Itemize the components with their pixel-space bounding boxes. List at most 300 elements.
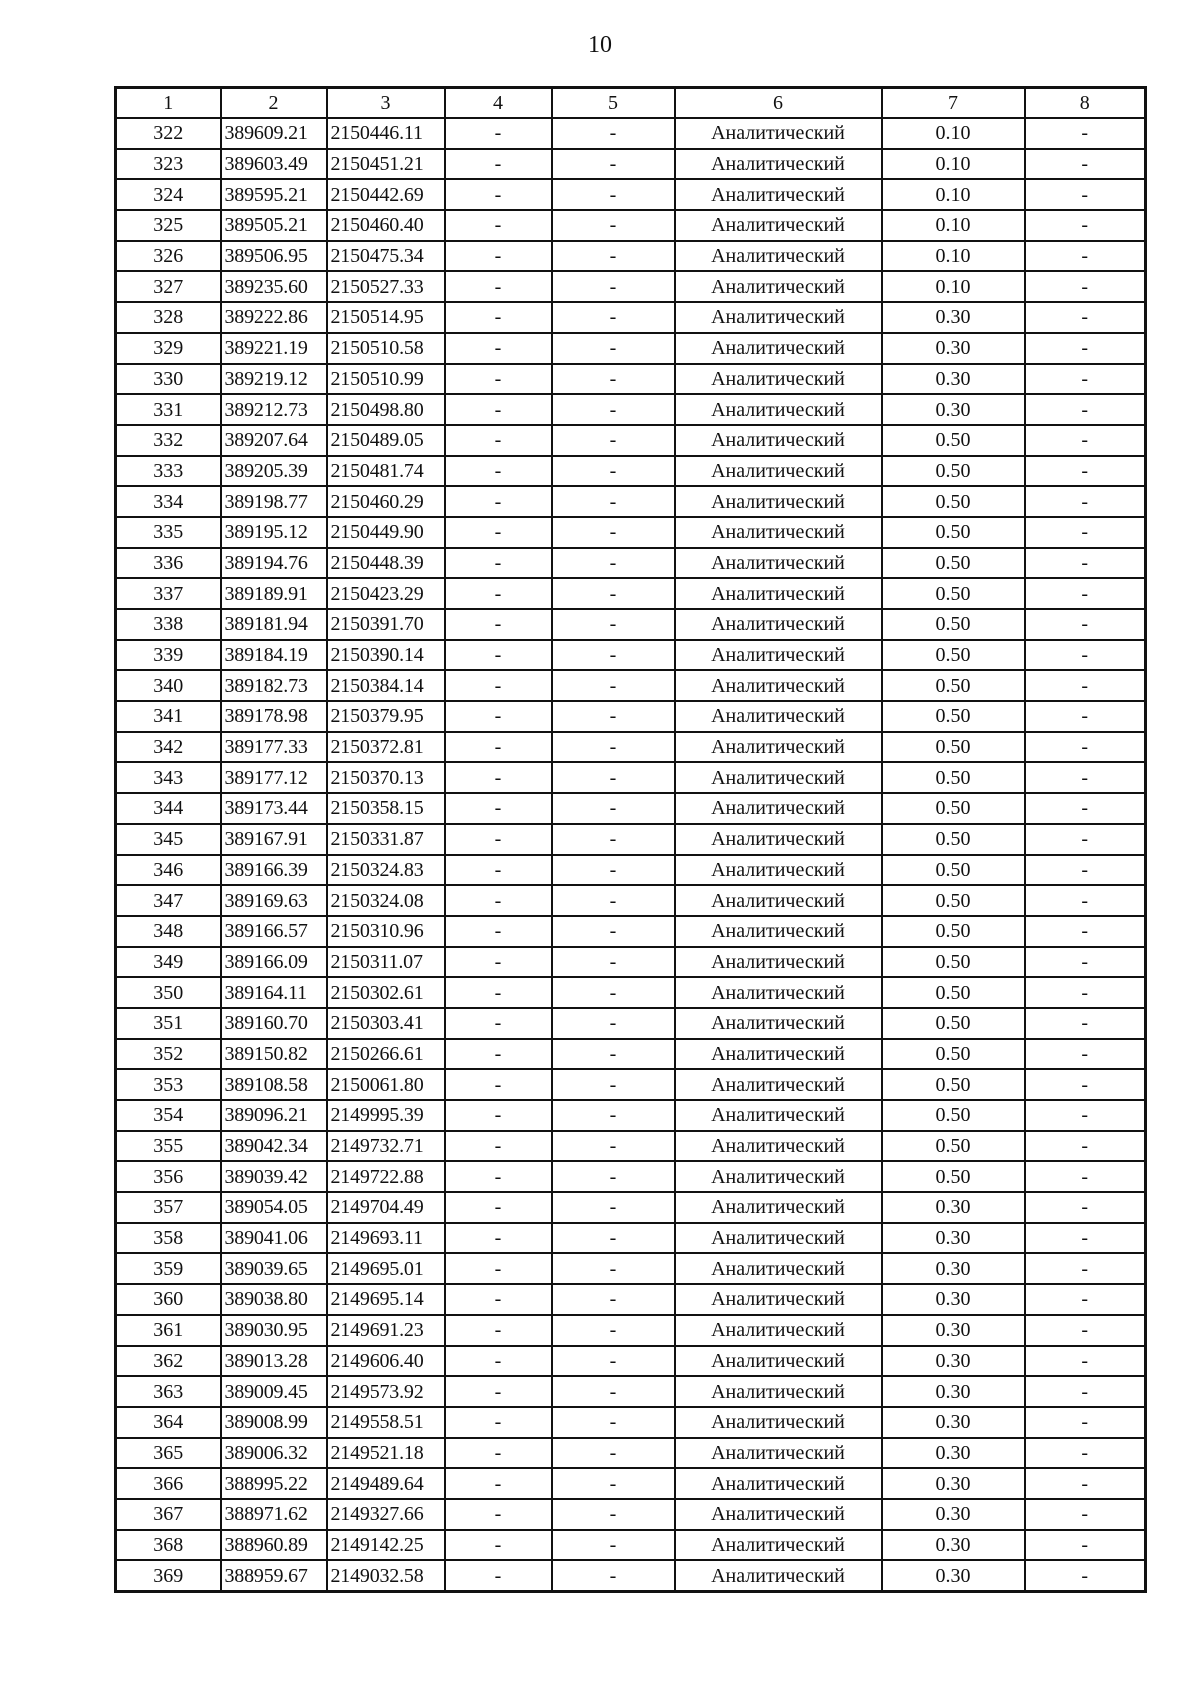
table-row <box>116 578 1146 609</box>
method-cell: Аналитический <box>675 241 882 272</box>
point-number-cell: 355 <box>116 1131 221 1162</box>
y-coordinate-cell: 2149722.88 <box>327 1161 445 1192</box>
point-number-cell: 365 <box>116 1438 221 1469</box>
col5-cell: - <box>552 1407 675 1438</box>
col5-cell: - <box>552 1346 675 1377</box>
accuracy-cell: 0.30 <box>882 1499 1025 1530</box>
y-coordinate-cell: 2150460.40 <box>327 210 445 241</box>
col8-cell: - <box>1025 1008 1146 1039</box>
accuracy-cell: 0.30 <box>882 1560 1025 1591</box>
point-number-cell: 338 <box>116 609 221 640</box>
col8-cell: - <box>1025 977 1146 1008</box>
col8-cell: - <box>1025 548 1146 579</box>
y-coordinate-cell: 2150489.05 <box>327 425 445 456</box>
y-coordinate-cell: 2149693.11 <box>327 1223 445 1254</box>
col5-cell: - <box>552 302 675 333</box>
accuracy-cell: 0.50 <box>882 885 1025 916</box>
y-coordinate-cell: 2150498.80 <box>327 394 445 425</box>
x-coordinate-cell: 389038.80 <box>221 1284 327 1315</box>
table-body <box>116 118 1146 1592</box>
table-row <box>116 302 1146 333</box>
col8-cell: - <box>1025 149 1146 180</box>
accuracy-cell: 0.30 <box>882 1223 1025 1254</box>
x-coordinate-cell: 389042.34 <box>221 1131 327 1162</box>
x-coordinate-cell: 389173.44 <box>221 793 327 824</box>
point-number-cell: 367 <box>116 1499 221 1530</box>
col8-cell: - <box>1025 1161 1146 1192</box>
y-coordinate-cell: 2150061.80 <box>327 1069 445 1100</box>
col5-cell: - <box>552 762 675 793</box>
col8-cell: - <box>1025 517 1146 548</box>
x-coordinate-cell: 389167.91 <box>221 824 327 855</box>
col4-cell: - <box>445 977 552 1008</box>
x-coordinate-cell: 389595.21 <box>221 179 327 210</box>
x-coordinate-cell: 388960.89 <box>221 1530 327 1561</box>
y-coordinate-cell: 2150266.61 <box>327 1039 445 1070</box>
col8-cell: - <box>1025 732 1146 763</box>
col5-cell: - <box>552 179 675 210</box>
col8-cell: - <box>1025 394 1146 425</box>
method-cell: Аналитический <box>675 1253 882 1284</box>
y-coordinate-cell: 2150310.96 <box>327 916 445 947</box>
col5-cell: - <box>552 609 675 640</box>
col4-cell: - <box>445 1039 552 1070</box>
col8-cell: - <box>1025 1131 1146 1162</box>
col8-cell: - <box>1025 456 1146 487</box>
y-coordinate-cell: 2150370.13 <box>327 762 445 793</box>
col5-cell: - <box>552 855 675 886</box>
accuracy-cell: 0.30 <box>882 1346 1025 1377</box>
x-coordinate-cell: 389506.95 <box>221 241 327 272</box>
col5-cell: - <box>552 1131 675 1162</box>
y-coordinate-cell: 2150510.99 <box>327 364 445 395</box>
table-row <box>116 885 1146 916</box>
table-row <box>116 179 1146 210</box>
table-row <box>116 364 1146 395</box>
table-row <box>116 425 1146 456</box>
method-cell: Аналитический <box>675 855 882 886</box>
col4-cell: - <box>445 1192 552 1223</box>
col8-cell: - <box>1025 302 1146 333</box>
col4-cell: - <box>445 1069 552 1100</box>
col5-cell: - <box>552 271 675 302</box>
method-cell: Аналитический <box>675 1376 882 1407</box>
col8-cell: - <box>1025 947 1146 978</box>
point-number-cell: 361 <box>116 1315 221 1346</box>
col4-cell: - <box>445 1468 552 1499</box>
col8-cell: - <box>1025 1468 1146 1499</box>
table-row <box>116 855 1146 886</box>
col8-cell: - <box>1025 1069 1146 1100</box>
y-coordinate-cell: 2149521.18 <box>327 1438 445 1469</box>
method-cell: Аналитический <box>675 1346 882 1377</box>
col8-cell: - <box>1025 578 1146 609</box>
y-coordinate-cell: 2149573.92 <box>327 1376 445 1407</box>
y-coordinate-cell: 2150475.34 <box>327 241 445 272</box>
method-cell: Аналитический <box>675 1069 882 1100</box>
col4-cell: - <box>445 179 552 210</box>
y-coordinate-cell: 2150391.70 <box>327 609 445 640</box>
col8-cell: - <box>1025 1192 1146 1223</box>
x-coordinate-cell: 389194.76 <box>221 548 327 579</box>
col8-cell: - <box>1025 364 1146 395</box>
method-cell: Аналитический <box>675 302 882 333</box>
point-number-cell: 325 <box>116 210 221 241</box>
method-cell: Аналитический <box>675 271 882 302</box>
x-coordinate-cell: 389013.28 <box>221 1346 327 1377</box>
accuracy-cell: 0.50 <box>882 793 1025 824</box>
point-number-cell: 328 <box>116 302 221 333</box>
accuracy-cell: 0.30 <box>882 1376 1025 1407</box>
col4-cell: - <box>445 670 552 701</box>
x-coordinate-cell: 389222.86 <box>221 302 327 333</box>
accuracy-cell: 0.50 <box>882 762 1025 793</box>
method-cell: Аналитический <box>675 1192 882 1223</box>
col4-cell: - <box>445 149 552 180</box>
accuracy-cell: 0.50 <box>882 486 1025 517</box>
column-header-5: 5 <box>552 88 675 119</box>
x-coordinate-cell: 389041.06 <box>221 1223 327 1254</box>
method-cell: Аналитический <box>675 1131 882 1162</box>
point-number-cell: 330 <box>116 364 221 395</box>
point-number-cell: 332 <box>116 425 221 456</box>
col5-cell: - <box>552 394 675 425</box>
column-header-3: 3 <box>327 88 445 119</box>
accuracy-cell: 0.50 <box>882 425 1025 456</box>
accuracy-cell: 0.50 <box>882 701 1025 732</box>
col4-cell: - <box>445 1376 552 1407</box>
y-coordinate-cell: 2150379.95 <box>327 701 445 732</box>
col5-cell: - <box>552 701 675 732</box>
accuracy-cell: 0.10 <box>882 149 1025 180</box>
table-row <box>116 609 1146 640</box>
y-coordinate-cell: 2150446.11 <box>327 118 445 149</box>
column-header-1: 1 <box>116 88 221 119</box>
table-row <box>116 1284 1146 1315</box>
col4-cell: - <box>445 302 552 333</box>
col8-cell: - <box>1025 1253 1146 1284</box>
x-coordinate-cell: 389181.94 <box>221 609 327 640</box>
col8-cell: - <box>1025 793 1146 824</box>
col4-cell: - <box>445 118 552 149</box>
method-cell: Аналитический <box>675 701 882 732</box>
point-number-cell: 353 <box>116 1069 221 1100</box>
col5-cell: - <box>552 1468 675 1499</box>
method-cell: Аналитический <box>675 333 882 364</box>
method-cell: Аналитический <box>675 486 882 517</box>
accuracy-cell: 0.30 <box>882 1192 1025 1223</box>
x-coordinate-cell: 389164.11 <box>221 977 327 1008</box>
table-row <box>116 977 1146 1008</box>
col5-cell: - <box>552 1560 675 1591</box>
point-number-cell: 358 <box>116 1223 221 1254</box>
col4-cell: - <box>445 1253 552 1284</box>
table-row <box>116 1376 1146 1407</box>
accuracy-cell: 0.50 <box>882 1131 1025 1162</box>
point-number-cell: 357 <box>116 1192 221 1223</box>
col8-cell: - <box>1025 425 1146 456</box>
col5-cell: - <box>552 1008 675 1039</box>
column-header-4: 4 <box>445 88 552 119</box>
x-coordinate-cell: 389205.39 <box>221 456 327 487</box>
x-coordinate-cell: 389166.09 <box>221 947 327 978</box>
accuracy-cell: 0.50 <box>882 456 1025 487</box>
method-cell: Аналитический <box>675 394 882 425</box>
point-number-cell: 334 <box>116 486 221 517</box>
method-cell: Аналитический <box>675 1100 882 1131</box>
table-row <box>116 1315 1146 1346</box>
method-cell: Аналитический <box>675 1315 882 1346</box>
accuracy-cell: 0.50 <box>882 855 1025 886</box>
col4-cell: - <box>445 762 552 793</box>
method-cell: Аналитический <box>675 548 882 579</box>
method-cell: Аналитический <box>675 1560 882 1591</box>
point-number-cell: 360 <box>116 1284 221 1315</box>
col4-cell: - <box>445 517 552 548</box>
col8-cell: - <box>1025 609 1146 640</box>
method-cell: Аналитический <box>675 762 882 793</box>
x-coordinate-cell: 389603.49 <box>221 149 327 180</box>
col5-cell: - <box>552 578 675 609</box>
col8-cell: - <box>1025 855 1146 886</box>
y-coordinate-cell: 2150390.14 <box>327 640 445 671</box>
x-coordinate-cell: 389219.12 <box>221 364 327 395</box>
col8-cell: - <box>1025 118 1146 149</box>
accuracy-cell: 0.50 <box>882 916 1025 947</box>
col5-cell: - <box>552 456 675 487</box>
col5-cell: - <box>552 1253 675 1284</box>
col4-cell: - <box>445 1161 552 1192</box>
col4-cell: - <box>445 578 552 609</box>
table-row <box>116 210 1146 241</box>
col5-cell: - <box>552 1499 675 1530</box>
col4-cell: - <box>445 1346 552 1377</box>
table-row <box>116 793 1146 824</box>
y-coordinate-cell: 2150449.90 <box>327 517 445 548</box>
accuracy-cell: 0.30 <box>882 1315 1025 1346</box>
table-row <box>116 241 1146 272</box>
x-coordinate-cell: 389609.21 <box>221 118 327 149</box>
col4-cell: - <box>445 1560 552 1591</box>
accuracy-cell: 0.30 <box>882 333 1025 364</box>
method-cell: Аналитический <box>675 118 882 149</box>
method-cell: Аналитический <box>675 885 882 916</box>
y-coordinate-cell: 2150384.14 <box>327 670 445 701</box>
col8-cell: - <box>1025 1284 1146 1315</box>
x-coordinate-cell: 389182.73 <box>221 670 327 701</box>
point-number-cell: 333 <box>116 456 221 487</box>
accuracy-cell: 0.30 <box>882 1284 1025 1315</box>
col5-cell: - <box>552 1376 675 1407</box>
point-number-cell: 347 <box>116 885 221 916</box>
point-number-cell: 322 <box>116 118 221 149</box>
x-coordinate-cell: 389166.39 <box>221 855 327 886</box>
col5-cell: - <box>552 824 675 855</box>
table-row <box>116 1100 1146 1131</box>
x-coordinate-cell: 389198.77 <box>221 486 327 517</box>
accuracy-cell: 0.50 <box>882 517 1025 548</box>
x-coordinate-cell: 388971.62 <box>221 1499 327 1530</box>
point-number-cell: 324 <box>116 179 221 210</box>
accuracy-cell: 0.30 <box>882 394 1025 425</box>
x-coordinate-cell: 389008.99 <box>221 1407 327 1438</box>
point-number-cell: 342 <box>116 732 221 763</box>
y-coordinate-cell: 2150451.21 <box>327 149 445 180</box>
accuracy-cell: 0.30 <box>882 1253 1025 1284</box>
accuracy-cell: 0.30 <box>882 302 1025 333</box>
x-coordinate-cell: 389178.98 <box>221 701 327 732</box>
col4-cell: - <box>445 1100 552 1131</box>
method-cell: Аналитический <box>675 1407 882 1438</box>
method-cell: Аналитический <box>675 210 882 241</box>
point-number-cell: 349 <box>116 947 221 978</box>
col5-cell: - <box>552 241 675 272</box>
method-cell: Аналитический <box>675 1223 882 1254</box>
y-coordinate-cell: 2149695.14 <box>327 1284 445 1315</box>
x-coordinate-cell: 389221.19 <box>221 333 327 364</box>
table-row <box>116 517 1146 548</box>
accuracy-cell: 0.50 <box>882 640 1025 671</box>
col4-cell: - <box>445 824 552 855</box>
col8-cell: - <box>1025 486 1146 517</box>
col5-cell: - <box>552 885 675 916</box>
x-coordinate-cell: 389189.91 <box>221 578 327 609</box>
point-number-cell: 364 <box>116 1407 221 1438</box>
y-coordinate-cell: 2149995.39 <box>327 1100 445 1131</box>
col5-cell: - <box>552 1192 675 1223</box>
accuracy-cell: 0.30 <box>882 1438 1025 1469</box>
col4-cell: - <box>445 1530 552 1561</box>
y-coordinate-cell: 2150372.81 <box>327 732 445 763</box>
col4-cell: - <box>445 1499 552 1530</box>
accuracy-cell: 0.50 <box>882 1008 1025 1039</box>
point-number-cell: 323 <box>116 149 221 180</box>
x-coordinate-cell: 389150.82 <box>221 1039 327 1070</box>
col4-cell: - <box>445 241 552 272</box>
table-row <box>116 1530 1146 1561</box>
col4-cell: - <box>445 1407 552 1438</box>
col4-cell: - <box>445 333 552 364</box>
col8-cell: - <box>1025 824 1146 855</box>
column-header-6: 6 <box>675 88 882 119</box>
accuracy-cell: 0.50 <box>882 977 1025 1008</box>
method-cell: Аналитический <box>675 947 882 978</box>
point-number-cell: 326 <box>116 241 221 272</box>
method-cell: Аналитический <box>675 578 882 609</box>
point-number-cell: 350 <box>116 977 221 1008</box>
col4-cell: - <box>445 793 552 824</box>
y-coordinate-cell: 2150514.95 <box>327 302 445 333</box>
col5-cell: - <box>552 640 675 671</box>
table-row <box>116 762 1146 793</box>
method-cell: Аналитический <box>675 732 882 763</box>
point-number-cell: 354 <box>116 1100 221 1131</box>
table-row <box>116 701 1146 732</box>
table-row <box>116 824 1146 855</box>
col8-cell: - <box>1025 701 1146 732</box>
col8-cell: - <box>1025 179 1146 210</box>
y-coordinate-cell: 2150448.39 <box>327 548 445 579</box>
method-cell: Аналитический <box>675 609 882 640</box>
page-number: 10 <box>588 32 612 58</box>
x-coordinate-cell: 389184.19 <box>221 640 327 671</box>
y-coordinate-cell: 2150460.29 <box>327 486 445 517</box>
col8-cell: - <box>1025 333 1146 364</box>
point-number-cell: 329 <box>116 333 221 364</box>
col5-cell: - <box>552 364 675 395</box>
col5-cell: - <box>552 1223 675 1254</box>
col8-cell: - <box>1025 670 1146 701</box>
col8-cell: - <box>1025 1223 1146 1254</box>
method-cell: Аналитический <box>675 1530 882 1561</box>
col8-cell: - <box>1025 1346 1146 1377</box>
y-coordinate-cell: 2149327.66 <box>327 1499 445 1530</box>
col4-cell: - <box>445 609 552 640</box>
col8-cell: - <box>1025 1560 1146 1591</box>
y-coordinate-cell: 2149704.49 <box>327 1192 445 1223</box>
x-coordinate-cell: 388959.67 <box>221 1560 327 1591</box>
col4-cell: - <box>445 1131 552 1162</box>
col8-cell: - <box>1025 1315 1146 1346</box>
col4-cell: - <box>445 885 552 916</box>
y-coordinate-cell: 2150302.61 <box>327 977 445 1008</box>
y-coordinate-cell: 2149606.40 <box>327 1346 445 1377</box>
method-cell: Аналитический <box>675 1284 882 1315</box>
accuracy-cell: 0.50 <box>882 732 1025 763</box>
col8-cell: - <box>1025 885 1146 916</box>
point-number-cell: 344 <box>116 793 221 824</box>
col4-cell: - <box>445 271 552 302</box>
accuracy-cell: 0.50 <box>882 1161 1025 1192</box>
col4-cell: - <box>445 456 552 487</box>
y-coordinate-cell: 2150324.83 <box>327 855 445 886</box>
table-row <box>116 947 1146 978</box>
col4-cell: - <box>445 855 552 886</box>
x-coordinate-cell: 389009.45 <box>221 1376 327 1407</box>
col5-cell: - <box>552 1530 675 1561</box>
method-cell: Аналитический <box>675 793 882 824</box>
y-coordinate-cell: 2149032.58 <box>327 1560 445 1591</box>
col8-cell: - <box>1025 1407 1146 1438</box>
col5-cell: - <box>552 1069 675 1100</box>
accuracy-cell: 0.10 <box>882 241 1025 272</box>
x-coordinate-cell: 389108.58 <box>221 1069 327 1100</box>
table-row <box>116 548 1146 579</box>
coordinates-table <box>114 86 1147 1593</box>
col5-cell: - <box>552 118 675 149</box>
table-row <box>116 1069 1146 1100</box>
accuracy-cell: 0.10 <box>882 118 1025 149</box>
table-row <box>116 1008 1146 1039</box>
point-number-cell: 327 <box>116 271 221 302</box>
x-coordinate-cell: 389169.63 <box>221 885 327 916</box>
col8-cell: - <box>1025 640 1146 671</box>
point-number-cell: 337 <box>116 578 221 609</box>
col5-cell: - <box>552 1284 675 1315</box>
table-row <box>116 1161 1146 1192</box>
accuracy-cell: 0.10 <box>882 210 1025 241</box>
accuracy-cell: 0.50 <box>882 1039 1025 1070</box>
accuracy-cell: 0.30 <box>882 1468 1025 1499</box>
y-coordinate-cell: 2149489.64 <box>327 1468 445 1499</box>
table-row <box>116 118 1146 149</box>
table-row <box>116 732 1146 763</box>
x-coordinate-cell: 389212.73 <box>221 394 327 425</box>
y-coordinate-cell: 2149695.01 <box>327 1253 445 1284</box>
method-cell: Аналитический <box>675 640 882 671</box>
table-row <box>116 394 1146 425</box>
method-cell: Аналитический <box>675 1438 882 1469</box>
